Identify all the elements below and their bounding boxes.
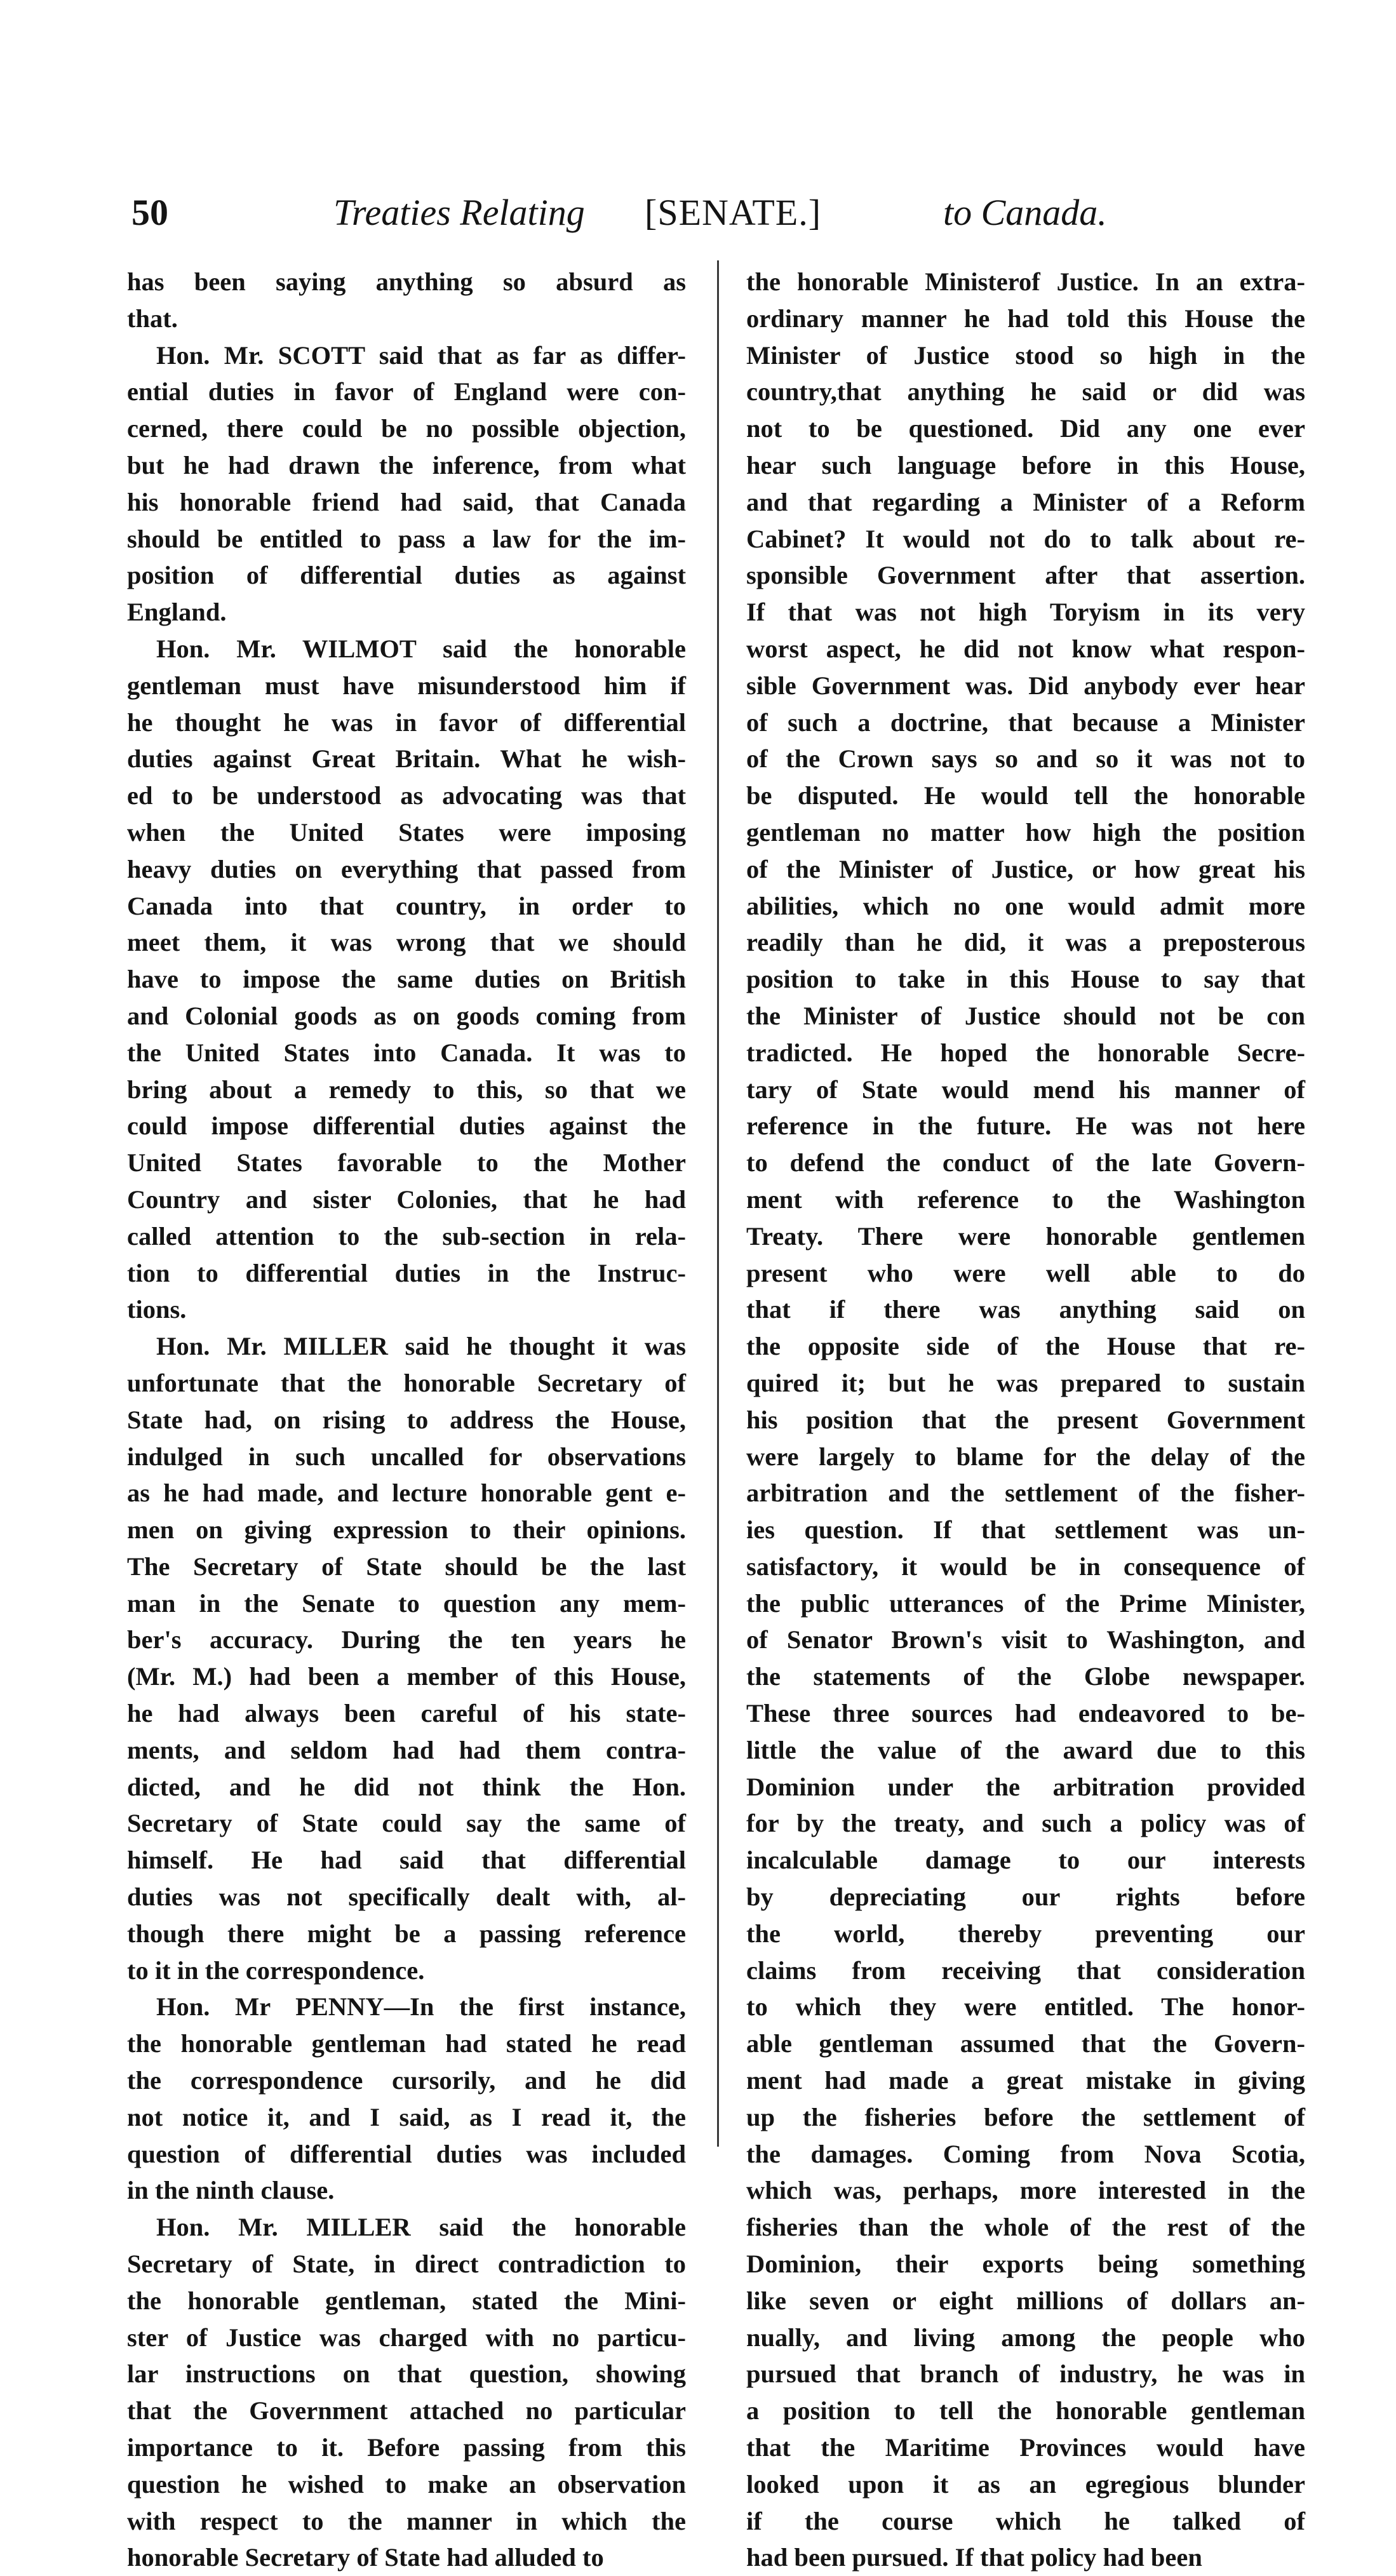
- text-line: England.: [127, 598, 227, 627]
- text-line: with respect to the manner in which the: [127, 2506, 686, 2535]
- text-line: the public utterances of the Prime Minister,: [746, 1588, 1305, 1618]
- text-line: These three sources had endeavored to be-: [746, 1699, 1305, 1728]
- text-line: has been saying anything so absurd as: [127, 267, 686, 296]
- text-line: unfortunate that the honorable Secretary of: [127, 1368, 686, 1397]
- text-line: Hon. Mr. WILMOT said the honorable: [156, 634, 686, 663]
- running-title-center: [SENATE.]: [645, 192, 822, 233]
- text-line: quired it; but he was prepared to sustain: [746, 1368, 1305, 1397]
- text-line: ordinary manner he had told this House the: [746, 304, 1305, 333]
- text-line: Dominion, their exports being something: [746, 2250, 1305, 2279]
- text-line: ential duties in favor of England were con-: [127, 377, 686, 406]
- text-line: country,that anything he said or did was: [746, 377, 1305, 406]
- text-line: in the ninth clause.: [127, 2176, 335, 2205]
- text-line: importance to it. Before passing from this: [127, 2433, 686, 2462]
- text-line: Treaty. There were honorable gentlemen: [746, 1221, 1305, 1251]
- text-line: claims from receiving that consideration: [746, 1955, 1305, 1985]
- page-number: 50: [131, 192, 168, 233]
- text-line: ments, and seldom had had them contra-: [127, 1735, 686, 1764]
- text-line: gentleman no matter how high the position: [746, 817, 1305, 847]
- text-line: arbitration and the settlement of the fisher-: [746, 1479, 1305, 1508]
- text-line: if the course which he talked of: [746, 2506, 1305, 2535]
- text-line: Dominion under the arbitration provided: [746, 1772, 1305, 1801]
- text-line: the statements of the Globe newspaper.: [746, 1662, 1305, 1691]
- text-line: Secretary of State could say the same of: [127, 1809, 686, 1838]
- text-line: sponsible Government after that assertion.: [746, 561, 1305, 590]
- text-line: worst aspect, he did not know what respon-: [746, 634, 1305, 663]
- text-line: lar instructions on that question, showing: [127, 2359, 686, 2389]
- text-line: of Senator Brown's visit to Washington, and: [746, 1625, 1305, 1654]
- text-line: for by the treaty, and such a policy was of: [746, 1809, 1305, 1838]
- text-line: United States favorable to the Mother: [127, 1148, 686, 1177]
- text-line: State had, on rising to address the House,: [127, 1405, 686, 1434]
- text-line: the world, thereby preventing our: [746, 1919, 1305, 1948]
- text-line: hear such language before in this House,: [746, 450, 1305, 480]
- text-line: had been pursued. If that policy had been: [746, 2543, 1202, 2572]
- text-line: should be entitled to pass a law for the im-: [127, 524, 686, 553]
- text-line: have to impose the same duties on British: [127, 965, 686, 994]
- text-line: Hon. Mr. SCOTT said that as far as differ-: [156, 340, 686, 370]
- text-line: but he had drawn the inference, from what: [127, 450, 686, 480]
- text-line: fisheries than the whole of the rest of the: [746, 2213, 1305, 2242]
- text-line: to defend the conduct of the late Govern-: [746, 1148, 1305, 1177]
- text-line: he had always been careful of his state-: [127, 1699, 686, 1728]
- text-line: Hon. Mr. MILLER said the honorable: [156, 2213, 686, 2242]
- text-line: Cabinet? It would not do to talk about re-: [746, 524, 1305, 553]
- text-line: like seven or eight millions of dollars an-: [746, 2286, 1305, 2315]
- text-line: which was, perhaps, more interested in the: [746, 2176, 1305, 2205]
- text-line: be disputed. He would tell the honorable: [746, 781, 1305, 810]
- text-line: tions.: [127, 1295, 187, 1324]
- text-line: able gentleman assumed that the Govern-: [746, 2029, 1305, 2058]
- text-line: honorable Secretary of State had alluded to: [127, 2543, 604, 2572]
- text-line: himself. He had said that differential: [127, 1846, 686, 1875]
- text-line: Minister of Justice stood so high in the: [746, 340, 1305, 370]
- text-line: incalculable damage to our interests: [746, 1846, 1305, 1875]
- text-line: readily than he did, it was a preposterous: [746, 928, 1305, 957]
- text-line: that if there was anything said on: [746, 1295, 1305, 1324]
- text-line: though there might be a passing reference: [127, 1919, 686, 1948]
- text-line: called attention to the sub-section in rela-: [127, 1221, 686, 1251]
- text-line: the opposite side of the House that re-: [746, 1332, 1305, 1361]
- text-line: indulged in such uncalled for observations: [127, 1442, 686, 1471]
- text-line: his honorable friend had said, that Canada: [127, 487, 686, 516]
- text-line: nually, and living among the people who: [746, 2323, 1305, 2352]
- text-line: his position that the present Government: [746, 1405, 1305, 1434]
- text-line: abilities, which no one would admit more: [746, 891, 1305, 920]
- text-line: men on giving expression to their opinions.: [127, 1515, 686, 1545]
- text-line: (Mr. M.) had been a member of this House,: [127, 1662, 686, 1691]
- text-line: ies question. If that settlement was un-: [746, 1515, 1305, 1545]
- text-line: the honorable gentleman had stated he read: [127, 2029, 686, 2058]
- text-line: ment with reference to the Washington: [746, 1184, 1305, 1214]
- text-line: the honorable Ministerof Justice. In an extra-: [746, 267, 1305, 296]
- text-line: ber's accuracy. During the ten years he: [127, 1625, 686, 1654]
- left-text-column: [127, 264, 686, 2572]
- text-line: Hon. Mr PENNY—In the first instance,: [156, 1992, 686, 2022]
- text-line: looked upon it as an egregious blunder: [746, 2469, 1305, 2499]
- text-line: to it in the correspondence.: [127, 1955, 425, 1985]
- text-line: Hon. Mr. MILLER said he thought it was: [156, 1332, 686, 1361]
- text-line: heavy duties on everything that passed from: [127, 854, 686, 883]
- text-line: man in the Senate to question any mem-: [127, 1588, 686, 1618]
- text-line: he thought he was in favor of differential: [127, 708, 686, 737]
- text-line: as he had made, and lecture honorable gent e-: [127, 1479, 686, 1508]
- text-line: the Minister of Justice should not be con: [746, 1001, 1305, 1030]
- text-line: dicted, and he did not think the Hon.: [127, 1772, 686, 1801]
- text-line: sible Government was. Did anybody ever hear: [746, 671, 1305, 700]
- text-line: tary of State would mend his manner of: [746, 1075, 1305, 1104]
- running-title-right: to Canada.: [943, 192, 1107, 233]
- text-line: not notice it, and I said, as I read it, the: [127, 2102, 686, 2131]
- text-line: bring about a remedy to this, so that we: [127, 1075, 686, 1104]
- text-line: ster of Justice was charged with no particu-: [127, 2323, 686, 2352]
- text-line: Country and sister Colonies, that he had: [127, 1184, 686, 1214]
- text-line: tradicted. He hoped the honorable Secre-: [746, 1038, 1305, 1067]
- text-line: gentleman must have misunderstood him if: [127, 671, 686, 700]
- text-line: up the fisheries before the settlement of: [746, 2102, 1305, 2131]
- text-line: little the value of the award due to this: [746, 1735, 1305, 1764]
- text-line: of such a doctrine, that because a Minister: [746, 708, 1305, 737]
- text-line: the honorable gentleman, stated the Mini-: [127, 2286, 686, 2315]
- text-line: a position to tell the honorable gentleman: [746, 2396, 1305, 2425]
- text-line: of the Crown says so and so it was not to: [746, 744, 1305, 774]
- text-line: duties against Great Britain. What he wish-: [127, 744, 686, 774]
- running-title-left: Treaties Relating: [333, 192, 585, 233]
- text-line: question of differential duties was included: [127, 2139, 686, 2168]
- text-line: not to be questioned. Did any one ever: [746, 414, 1305, 443]
- text-line: reference in the future. He was not here: [746, 1111, 1305, 1141]
- text-line: present who were well able to do: [746, 1258, 1305, 1287]
- text-line: the correspondence cursorily, and he did: [127, 2066, 686, 2095]
- text-line: and Colonial goods as on goods coming from: [127, 1001, 686, 1030]
- text-line: the United States into Canada. It was to: [127, 1038, 686, 1067]
- text-line: position to take in this House to say that: [746, 965, 1305, 994]
- running-header: [124, 191, 1115, 248]
- text-line: The Secretary of State should be the last: [127, 1552, 686, 1581]
- column-divider: [717, 260, 719, 2147]
- text-line: and that regarding a Minister of a Reform: [746, 487, 1305, 516]
- text-line: satisfactory, it would be in consequence of: [746, 1552, 1305, 1581]
- text-line: that.: [127, 304, 178, 333]
- text-line: duties was not specifically dealt with, al-: [127, 1882, 686, 1912]
- text-line: meet them, it was wrong that we should: [127, 928, 686, 957]
- text-line: position of differential duties as against: [127, 561, 686, 590]
- text-line: that the Government attached no particular: [127, 2396, 686, 2425]
- text-line: could impose differential duties against the: [127, 1111, 686, 1141]
- text-line: were largely to blame for the delay of the: [746, 1442, 1305, 1471]
- text-line: tion to differential duties in the Instruc-: [127, 1258, 686, 1287]
- text-line: Canada into that country, in order to: [127, 891, 686, 920]
- text-line: question he wished to make an observation: [127, 2469, 686, 2499]
- text-line: If that was not high Toryism in its very: [746, 598, 1305, 627]
- text-line: to which they were entitled. The honor-: [746, 1992, 1305, 2022]
- text-line: by depreciating our rights before: [746, 1882, 1305, 1912]
- text-line: ment had made a great mistake in giving: [746, 2066, 1305, 2095]
- right-text-column: [746, 264, 1305, 2572]
- text-line: when the United States were imposing: [127, 817, 686, 847]
- text-line: the damages. Coming from Nova Scotia,: [746, 2139, 1305, 2168]
- text-line: ed to be understood as advocating was that: [127, 781, 686, 810]
- text-line: pursued that branch of industry, he was in: [746, 2359, 1305, 2389]
- text-line: that the Maritime Provinces would have: [746, 2433, 1305, 2462]
- text-line: of the Minister of Justice, or how great his: [746, 854, 1305, 883]
- text-line: cerned, there could be no possible objection,: [127, 414, 686, 443]
- text-line: Secretary of State, in direct contradiction to: [127, 2250, 686, 2279]
